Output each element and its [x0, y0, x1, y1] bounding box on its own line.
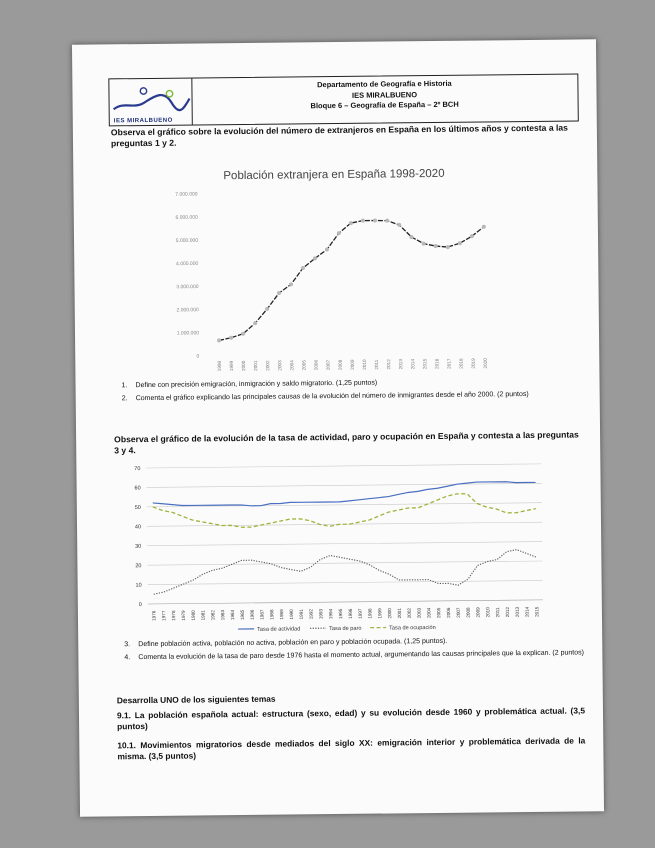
school-name: IES MIRALBUENO — [351, 89, 418, 100]
y-tick-label: 50 — [134, 504, 141, 511]
x-tick-label: 1989 — [279, 609, 285, 620]
legend-label: Tasa de actividad — [257, 626, 301, 633]
gridline — [148, 580, 543, 584]
x-tick-label: 2018 — [458, 358, 464, 369]
x-tick-label: 2010 — [485, 607, 491, 618]
gridline — [147, 542, 542, 546]
y-tick-label: 0 — [138, 602, 142, 609]
course-name: Bloque 6 – Geografía de España – 2º BCH — [310, 99, 459, 111]
y-tick-label: 0 — [196, 353, 200, 360]
foreign-population-line — [218, 219, 485, 340]
gridline — [147, 483, 542, 487]
topic-10-1: 10.1. Movimientos migratorios desde mediados del siglo XX: emigración interior y problemática derivada de la misma. (3,5 puntos) — [117, 735, 586, 762]
legend-label: Tasa de ocupación — [389, 624, 436, 632]
x-tick-label: 1992 — [308, 609, 314, 620]
section1-instruction: Observa el gráfico sobre la evolución del número de extranjeros en España en los últimos años y contesta a las preguntas 1 y 2. — [110, 122, 568, 149]
y-tick-label: 70 — [134, 466, 141, 473]
question-1-number: 1. — [121, 382, 128, 390]
y-tick-label: 7.000.000 — [175, 191, 198, 198]
x-tick-label: 1978 — [171, 610, 177, 621]
x-tick-label: 2014 — [524, 606, 530, 618]
data-point — [446, 245, 450, 249]
x-tick-label: 2007 — [455, 607, 461, 618]
x-tick-label: 2001 — [396, 608, 403, 619]
y-tick-label: 3.000.000 — [176, 284, 199, 291]
x-tick-label: 2007 — [325, 359, 331, 371]
x-tick-label: 1984 — [229, 609, 236, 621]
department-name: Departamento de Geografía e Historia — [317, 78, 452, 90]
topics-heading: Desarrolla UNO de los siguientes temas — [116, 693, 276, 706]
y-tick-label: 40 — [134, 524, 142, 531]
x-tick-label: 2017 — [446, 358, 452, 369]
x-tick-label: 1985 — [239, 609, 245, 621]
x-tick-label: 1981 — [200, 610, 206, 621]
section2-instruction: Observa el gráfico de la evolución de la tasa de actividad, paro y ocupación en España y contesta a las preguntas 3 y 4. — [114, 429, 579, 456]
x-tick-label: 1991 — [298, 609, 304, 620]
data-point — [422, 242, 426, 246]
question-3-number: 3. — [124, 641, 131, 649]
x-tick-label: 2012 — [504, 606, 511, 618]
x-tick-label: 2014 — [410, 358, 416, 370]
question-4 — [124, 648, 586, 663]
y-tick-label: 6.000.000 — [175, 214, 198, 221]
legend-label: Tasa de paro — [329, 625, 362, 633]
topic-9-1: 9.1. La población española actual: estructura (sexo, edad) y su evolución desde 1960 y problemática actual. (3,5 puntos) — [116, 705, 586, 732]
foreign-population-chart — [153, 180, 515, 384]
header-text — [191, 77, 577, 113]
x-tick-label: 2013 — [514, 606, 520, 618]
x-tick-label: 2008 — [465, 607, 471, 618]
school-logo — [109, 79, 192, 126]
x-tick-label: 2015 — [534, 606, 540, 617]
question-4-text: Comenta la evolución de la tasa de paro desde 1976 hasta el momento actual, argumentando las causas principales que la explican. (2 puntos) — [138, 649, 584, 662]
x-tick-label: 1987 — [259, 609, 265, 620]
data-point — [361, 219, 365, 223]
y-tick-label: 20 — [135, 563, 142, 570]
x-tick-label: 2000 — [387, 608, 393, 619]
y-tick-label: 1.000.000 — [176, 330, 200, 337]
x-tick-label: 1982 — [210, 610, 216, 621]
x-tick-label: 2009 — [349, 359, 355, 370]
x-tick-label: 2012 — [386, 359, 392, 370]
x-tick-label: 2003 — [277, 360, 283, 371]
x-tick-label: 2009 — [475, 607, 481, 618]
y-tick-label: 60 — [134, 485, 141, 492]
logo-wave-icon — [109, 79, 191, 120]
data-point — [385, 219, 389, 223]
x-tick-label: 2002 — [406, 608, 412, 619]
x-tick-label: 1998 — [216, 360, 222, 372]
logo-text: IES MIRALBUENO — [113, 117, 173, 125]
x-tick-label: 1980 — [190, 610, 196, 621]
x-tick-label: 1977 — [161, 610, 167, 621]
x-tick-label: 2003 — [416, 607, 422, 619]
exam-header — [108, 73, 578, 126]
question-3-text: Define población activa, población no activa, población en paro y población ocupada. (1,25 puntos). — [138, 637, 448, 649]
x-tick-label: 2016 — [434, 358, 440, 369]
data-point — [229, 336, 233, 340]
x-tick-label: 2010 — [361, 359, 367, 370]
question-4-number: 4. — [124, 654, 131, 662]
x-tick-label: 2008 — [337, 359, 343, 370]
y-tick-label: 4.000.000 — [175, 260, 199, 268]
x-tick-label: 2001 — [253, 360, 259, 371]
x-tick-label: 2013 — [398, 359, 404, 370]
x-tick-label: 2005 — [436, 607, 442, 618]
y-tick-label: 10 — [135, 582, 142, 589]
x-tick-label: 2000 — [240, 360, 247, 372]
x-tick-label: 1998 — [367, 608, 373, 619]
x-tick-label: 1979 — [180, 610, 186, 621]
data-point — [434, 244, 438, 248]
y-tick-label: 5.000.000 — [175, 237, 199, 244]
chart1-title: Población extranjera en España 1998-2020 — [223, 167, 445, 183]
x-tick-label: 1999 — [377, 608, 383, 619]
x-tick-label: 1997 — [357, 608, 363, 619]
x-tick-label: 1983 — [220, 609, 226, 621]
gridline — [146, 464, 541, 468]
data-point — [373, 219, 377, 223]
x-tick-label: 1986 — [249, 609, 255, 620]
question-2 — [121, 389, 584, 404]
gridline — [148, 600, 543, 604]
x-tick-label: 2019 — [470, 358, 476, 369]
y-tick-label: 2.000.000 — [176, 307, 199, 314]
x-tick-label: 1994 — [328, 608, 334, 620]
x-tick-label: 1976 — [151, 610, 157, 621]
x-tick-label: 2015 — [422, 358, 428, 370]
x-tick-label: 2005 — [301, 360, 307, 371]
exam-sheet — [72, 39, 604, 816]
x-tick-label: 1990 — [288, 609, 294, 620]
labour-rates-chart — [116, 458, 548, 640]
x-tick-label: 1996 — [347, 608, 353, 619]
x-tick-label: 2020 — [482, 358, 488, 369]
y-tick-label: 30 — [135, 543, 142, 550]
data-point — [217, 338, 221, 342]
x-tick-label: 2004 — [289, 360, 295, 371]
x-tick-label: 2011 — [373, 359, 380, 370]
question-2-text: Comenta el gráfico explicando las principales causas de la evolución del número de inmigrantes desde el año 2000. (2 puntos) — [135, 391, 529, 403]
x-tick-label: 1999 — [228, 360, 234, 372]
x-tick-label: 2006 — [313, 359, 319, 371]
x-tick-label: 2002 — [265, 360, 271, 371]
series-line — [153, 549, 536, 594]
x-tick-label: 2011 — [495, 607, 501, 618]
x-tick-label: 1988 — [269, 609, 275, 620]
x-tick-label: 1995 — [337, 608, 344, 620]
x-tick-label: 2006 — [446, 607, 452, 618]
x-tick-label: 1993 — [318, 608, 324, 620]
question-1-text: Define con precisión emigración, inmigración y saldo migratorio. (1,25 puntos) — [135, 379, 378, 390]
question-2-number: 2. — [121, 395, 128, 403]
x-tick-label: 2004 — [426, 607, 432, 619]
